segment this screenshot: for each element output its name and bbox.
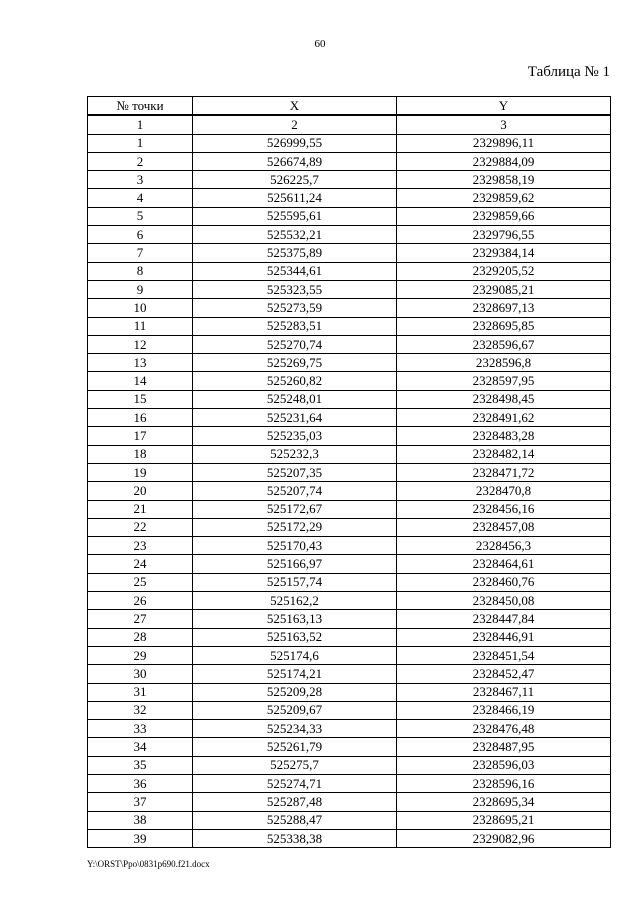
table-row xyxy=(88,189,611,207)
cell-y: 2328450,08 xyxy=(397,592,611,610)
cell-y: 2329205,52 xyxy=(397,262,611,280)
cell-point-number: 24 xyxy=(88,555,193,573)
cell-y: 2329858,19 xyxy=(397,171,611,189)
cell-x: 525274,71 xyxy=(193,774,397,792)
cell-y: 2328596,67 xyxy=(397,335,611,353)
cell-x: 525287,48 xyxy=(193,793,397,811)
cell-x: 525275,7 xyxy=(193,756,397,774)
cell-y: 2328482,14 xyxy=(397,445,611,463)
table-row xyxy=(88,280,611,298)
table-row xyxy=(88,445,611,463)
cell-point-number: 27 xyxy=(88,610,193,628)
cell-y: 2328460,76 xyxy=(397,573,611,591)
cell-x: 525248,01 xyxy=(193,390,397,408)
cell-point-number: 20 xyxy=(88,482,193,500)
cell-point-number: 11 xyxy=(88,317,193,335)
table-row xyxy=(88,134,611,152)
cell-x: 525231,64 xyxy=(193,409,397,427)
cell-y: 2328597,95 xyxy=(397,372,611,390)
cell-point-number: 8 xyxy=(88,262,193,280)
table-row xyxy=(88,610,611,628)
cell-y: 2328464,61 xyxy=(397,555,611,573)
cell-point-number: 5 xyxy=(88,207,193,225)
cell-y: 2328457,08 xyxy=(397,518,611,536)
cell-point-number: 28 xyxy=(88,628,193,646)
cell-point-number: 22 xyxy=(88,518,193,536)
cell-point-number: 3 xyxy=(88,171,193,189)
cell-x: 525235,03 xyxy=(193,427,397,445)
cell-point-number: 6 xyxy=(88,226,193,244)
cell-x: 525172,29 xyxy=(193,518,397,536)
cell-x: 526999,55 xyxy=(193,134,397,152)
cell-point-number: 30 xyxy=(88,665,193,683)
cell-point-number: 29 xyxy=(88,646,193,664)
cell-x: 526225,7 xyxy=(193,171,397,189)
cell-point-number: 35 xyxy=(88,756,193,774)
cell-y: 2329884,09 xyxy=(397,152,611,170)
cell-point-number: 10 xyxy=(88,299,193,317)
table-row xyxy=(88,829,611,847)
table-row xyxy=(88,317,611,335)
table-row xyxy=(88,665,611,683)
table-row xyxy=(88,390,611,408)
cell-y: 2328596,8 xyxy=(397,354,611,372)
cell-x: 525157,74 xyxy=(193,573,397,591)
column-number-3: 3 xyxy=(397,115,611,134)
cell-x: 525172,67 xyxy=(193,500,397,518)
cell-x: 525166,97 xyxy=(193,555,397,573)
cell-y: 2328446,91 xyxy=(397,628,611,646)
cell-x: 525273,59 xyxy=(193,299,397,317)
column-number-2: 2 xyxy=(193,115,397,134)
cell-point-number: 7 xyxy=(88,244,193,262)
cell-y: 2328483,28 xyxy=(397,427,611,445)
table-row xyxy=(88,152,611,170)
cell-x: 525207,74 xyxy=(193,482,397,500)
cell-point-number: 17 xyxy=(88,427,193,445)
table-row xyxy=(88,335,611,353)
cell-point-number: 23 xyxy=(88,537,193,555)
cell-point-number: 21 xyxy=(88,500,193,518)
cell-y: 2329384,14 xyxy=(397,244,611,262)
cell-x: 525344,61 xyxy=(193,262,397,280)
table-row xyxy=(88,555,611,573)
column-header-x: X xyxy=(193,97,397,116)
cell-y: 2328695,34 xyxy=(397,793,611,811)
table-row xyxy=(88,628,611,646)
cell-y: 2328695,21 xyxy=(397,811,611,829)
cell-point-number: 12 xyxy=(88,335,193,353)
cell-x: 525611,24 xyxy=(193,189,397,207)
cell-y: 2328596,03 xyxy=(397,756,611,774)
cell-x: 525260,82 xyxy=(193,372,397,390)
table-header-row xyxy=(88,97,611,116)
cell-point-number: 15 xyxy=(88,390,193,408)
cell-point-number: 14 xyxy=(88,372,193,390)
table-row xyxy=(88,262,611,280)
cell-y: 2329896,11 xyxy=(397,134,611,152)
column-header-y: Y xyxy=(397,97,611,116)
cell-x: 525209,28 xyxy=(193,683,397,701)
table-row xyxy=(88,537,611,555)
cell-y: 2328456,16 xyxy=(397,500,611,518)
cell-x: 526674,89 xyxy=(193,152,397,170)
cell-y: 2329082,96 xyxy=(397,829,611,847)
cell-y: 2328487,95 xyxy=(397,738,611,756)
table-row xyxy=(88,372,611,390)
table-caption: Таблица № 1 xyxy=(527,64,610,80)
cell-x: 525283,51 xyxy=(193,317,397,335)
cell-point-number: 33 xyxy=(88,720,193,738)
cell-x: 525174,6 xyxy=(193,646,397,664)
cell-y: 2328447,84 xyxy=(397,610,611,628)
cell-y: 2329859,62 xyxy=(397,189,611,207)
cell-x: 525269,75 xyxy=(193,354,397,372)
table-body xyxy=(88,134,611,848)
table-row xyxy=(88,518,611,536)
table-row xyxy=(88,463,611,481)
cell-x: 525532,21 xyxy=(193,226,397,244)
cell-point-number: 2 xyxy=(88,152,193,170)
cell-point-number: 19 xyxy=(88,463,193,481)
cell-x: 525170,43 xyxy=(193,537,397,555)
table-row xyxy=(88,756,611,774)
column-number-1: 1 xyxy=(88,115,193,134)
cell-x: 525207,35 xyxy=(193,463,397,481)
table-row xyxy=(88,811,611,829)
cell-y: 2328471,72 xyxy=(397,463,611,481)
table-row xyxy=(88,244,611,262)
table-row xyxy=(88,409,611,427)
cell-y: 2328697,13 xyxy=(397,299,611,317)
table-row xyxy=(88,738,611,756)
table-row xyxy=(88,646,611,664)
cell-x: 525270,74 xyxy=(193,335,397,353)
cell-x: 525162,2 xyxy=(193,592,397,610)
table-row xyxy=(88,482,611,500)
table-row xyxy=(88,427,611,445)
coordinates-table xyxy=(87,96,611,848)
cell-x: 525209,67 xyxy=(193,701,397,719)
cell-y: 2328596,16 xyxy=(397,774,611,792)
table-row xyxy=(88,683,611,701)
cell-point-number: 13 xyxy=(88,354,193,372)
table-row xyxy=(88,171,611,189)
cell-point-number: 9 xyxy=(88,280,193,298)
cell-y: 2328491,62 xyxy=(397,409,611,427)
cell-y: 2328452,47 xyxy=(397,665,611,683)
cell-y: 2328466,19 xyxy=(397,701,611,719)
table-row xyxy=(88,793,611,811)
cell-point-number: 25 xyxy=(88,573,193,591)
cell-y: 2328467,11 xyxy=(397,683,611,701)
cell-y: 2328476,48 xyxy=(397,720,611,738)
cell-x: 525163,13 xyxy=(193,610,397,628)
table-row xyxy=(88,207,611,225)
cell-y: 2328456,3 xyxy=(397,537,611,555)
table-row xyxy=(88,354,611,372)
cell-point-number: 36 xyxy=(88,774,193,792)
column-header-point: № точки xyxy=(88,97,193,116)
cell-x: 525234,33 xyxy=(193,720,397,738)
column-numbering-row xyxy=(88,115,611,134)
cell-y: 2329085,21 xyxy=(397,280,611,298)
cell-point-number: 37 xyxy=(88,793,193,811)
cell-x: 525261,79 xyxy=(193,738,397,756)
cell-point-number: 31 xyxy=(88,683,193,701)
page-number: 60 xyxy=(314,38,326,50)
cell-point-number: 18 xyxy=(88,445,193,463)
cell-x: 525323,55 xyxy=(193,280,397,298)
table-row xyxy=(88,774,611,792)
table-row xyxy=(88,701,611,719)
cell-point-number: 39 xyxy=(88,829,193,847)
cell-point-number: 34 xyxy=(88,738,193,756)
table-row xyxy=(88,592,611,610)
cell-y: 2329796,55 xyxy=(397,226,611,244)
cell-point-number: 4 xyxy=(88,189,193,207)
cell-y: 2328695,85 xyxy=(397,317,611,335)
table-row xyxy=(88,720,611,738)
cell-point-number: 32 xyxy=(88,701,193,719)
cell-x: 525174,21 xyxy=(193,665,397,683)
cell-y: 2328470,8 xyxy=(397,482,611,500)
cell-x: 525288,47 xyxy=(193,811,397,829)
table-row xyxy=(88,573,611,591)
cell-x: 525163,52 xyxy=(193,628,397,646)
cell-y: 2328498,45 xyxy=(397,390,611,408)
table-row xyxy=(88,299,611,317)
cell-point-number: 26 xyxy=(88,592,193,610)
cell-x: 525375,89 xyxy=(193,244,397,262)
cell-x: 525232,3 xyxy=(193,445,397,463)
table-row xyxy=(88,226,611,244)
cell-point-number: 1 xyxy=(88,134,193,152)
cell-y: 2329859,66 xyxy=(397,207,611,225)
cell-x: 525338,38 xyxy=(193,829,397,847)
cell-point-number: 38 xyxy=(88,811,193,829)
cell-x: 525595,61 xyxy=(193,207,397,225)
cell-y: 2328451,54 xyxy=(397,646,611,664)
table-row xyxy=(88,500,611,518)
footer-file-path: Y:\ORST\Ppo\0831p690.f21.docx xyxy=(87,859,210,869)
cell-point-number: 16 xyxy=(88,409,193,427)
